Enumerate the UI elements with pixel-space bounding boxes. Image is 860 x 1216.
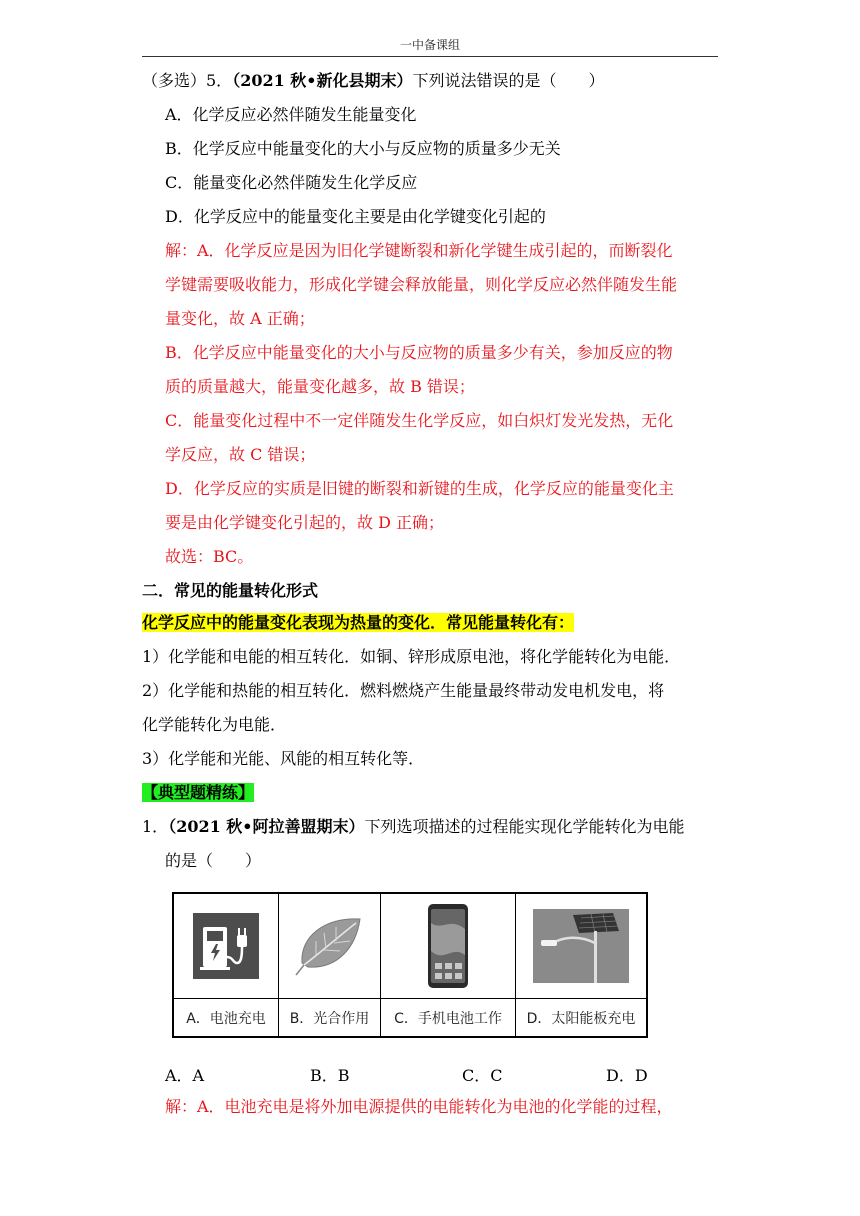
q5-solution-line: 要是由化学键变化引起的，故 D 正确； (165, 513, 445, 532)
smartphone-icon (426, 903, 470, 989)
figure-caption-a: A．电池充电 (186, 1010, 266, 1027)
q1-stem-continued: 的是（ ） (165, 851, 262, 870)
q1-question: 下列选项描述的过程能实现化学能转化为电能 (364, 817, 685, 836)
highlighted-summary: 化学反应中的能量变化表现为热量的变化．常见能量转化有： (142, 613, 575, 632)
q5-solution-line: 学反应，故 C 错误； (165, 445, 316, 464)
q1-prefix: 1． (142, 817, 169, 836)
page-header: 一中备课组 (399, 38, 460, 52)
q1-source: （2021 秋•阿拉善盟期末） (168, 817, 365, 836)
q5-question: 下列说法错误的是（ ） (412, 71, 605, 90)
q1-stem (142, 816, 685, 838)
conversion-item: 化学能转化为电能． (142, 715, 287, 734)
conversion-item: 3）化学能和光能、风能的相互转化等． (142, 749, 425, 768)
figure-cell-b (279, 894, 381, 1036)
q5-solution-line: 质的质量越大，能量变化越多，故 B 错误； (165, 377, 475, 396)
q5-option-d: D．化学反应中的能量变化主要是由化学键变化引起的 (165, 207, 546, 226)
figure-caption-b: B．光合作用 (289, 1010, 370, 1027)
leaf-image (279, 894, 380, 999)
q5-prefix: （多选）5． (142, 71, 233, 90)
figure-caption-c: C．手机电池工作 (394, 1010, 502, 1027)
q5-solution-line: 学键需要吸收能力，形成化学键会释放能量，则化学反应必然伴随发生能 (165, 275, 678, 294)
conversion-item: 1）化学能和电能的相互转化．如铜、锌形成原电池，将化学能转化为电能． (142, 647, 681, 666)
figure-cell-c (381, 894, 516, 1036)
q1-solution-line: 解：A．电池充电是将外加电源提供的电能转化为电池的化学能的过程， (165, 1097, 673, 1116)
q1-option-b: B．B (310, 1066, 350, 1085)
q1-option-d: D．D (606, 1066, 648, 1085)
q1-option-a: A．A (165, 1066, 205, 1085)
solar-lamp-image (516, 894, 646, 999)
q5-stem (142, 70, 605, 92)
conversion-item: 2）化学能和热能的相互转化．燃料燃烧产生能量最终带动发电机发电，将 (142, 681, 665, 700)
practice-label-text: 【典型题精练】 (142, 783, 255, 802)
q5-option-a: A．化学反应必然伴随发生能量变化 (165, 105, 417, 124)
q5-option-c: C．能量变化必然伴随发生化学反应 (165, 173, 418, 192)
q5-solution-line: D．化学反应的实质是旧键的断裂和新键的生成，化学反应的能量变化主 (165, 479, 674, 498)
charging-station-icon (193, 913, 259, 979)
figure-cell-a (174, 894, 279, 1036)
practice-label (142, 782, 254, 804)
figure-caption-d: D．太阳能板充电 (526, 1010, 636, 1027)
q5-source: （2021 秋•新化县期末） (232, 71, 413, 90)
leaf-icon (294, 913, 366, 979)
q5-solution-line: C．能量变化过程中不一定伴随发生化学反应，如白炽灯发光发热，无化 (165, 411, 674, 430)
section-summary (142, 612, 574, 634)
q1-option-c: C．C (462, 1066, 503, 1085)
section-heading: 二．常见的能量转化形式 (142, 581, 319, 600)
q5-solution-line: B．化学反应中能量变化的大小与反应物的质量多少有关，参加反应的物 (165, 343, 673, 362)
figure-cell-d (516, 894, 646, 1036)
q5-option-b: B．化学反应中能量变化的大小与反应物的质量多少无关 (165, 139, 561, 158)
q5-solution-line: 量变化，故 A 正确； (165, 309, 315, 328)
solar-street-lamp-icon (533, 909, 629, 983)
q1-figure-table (172, 892, 648, 1038)
phone-image (381, 894, 515, 999)
q5-solution-line: 解：A．化学反应是因为旧化学键断裂和新化学键生成引起的，而断裂化 (165, 241, 673, 260)
header-divider (142, 56, 718, 57)
charging-station-image (174, 894, 278, 999)
q5-answer: 故选：BC。 (165, 547, 254, 566)
